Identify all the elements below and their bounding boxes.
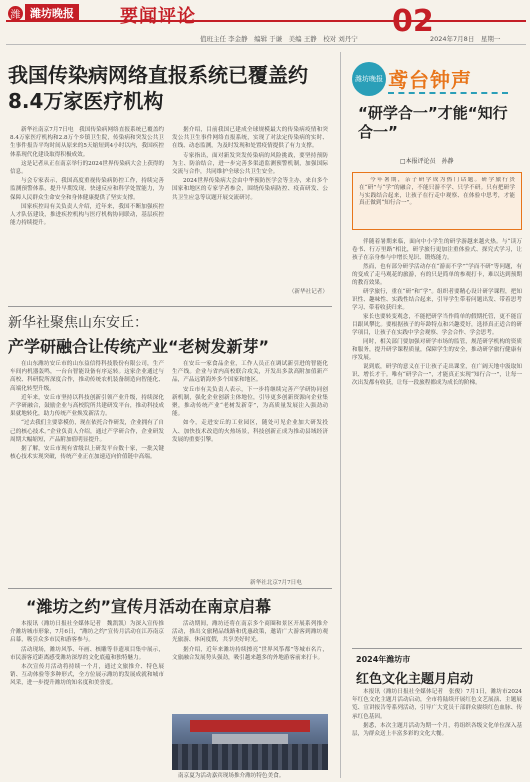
paragraph: 活动现场，潍坊风筝、年画、核雕等非遗项目集中展示，市民游客近距离感受潍坊深厚的文化底蕴和独特魅力。 <box>10 646 164 661</box>
paragraph: 与会专家表示，我国高度重视传染病防控工作，持续完善监测预警体系，提升早期发现、快速反应和科学处置能力，为保障人民群众生命安全和身体健康提供了坚实支撑。 <box>10 178 164 201</box>
editor-credits: 值班主任 李金静 编辑 于谦 美编 王静 校对 刘丹宁 <box>200 35 358 43</box>
paragraph: 新华社南京7月7日电 我国传染病网络直报系统已覆盖约8.4万家医疗机构和2.8万个乡镇卫生院，传染病和突发公共卫生事件报告平均时间从原来的5天缩短到4小时以内，我国疾控体系现代化建设取得积极成效。 <box>10 127 164 158</box>
paragraph: 家长也要转变观念，不能把研学当作简单的假期托管，更不能盲目跟风攀比。要根据孩子的年龄特点和兴趣爱好，选择真正适合的研学项目，让孩子在实践中学会观察、学会合作、学会思考。 <box>352 314 522 336</box>
summary-text: 今年暑期，亲子研学成为热门话题。研学旅行贵在“研”与“学”的融合，不能只游不学、只学不研。只有把研学与实践结合起来，让孩子在行走中观察、在体验中思考，才能真正做到“知行合一”。 <box>359 177 515 207</box>
photo-banner <box>190 720 310 732</box>
paragraph: 据了解，安丘市现有省级以上研发平台数十家，一批关键核心技术实现突破，传统产业正在加速迈向价值链中高端。 <box>10 446 164 461</box>
header-divider <box>6 44 526 45</box>
paragraph: 在安丘一家食品企业，工作人员正在调试新引进的智能化生产线。企业与省内高校联合攻关，开发出多款高附加值新产品，产品远销海外多个国家和地区。 <box>172 361 328 384</box>
paragraph: “过去我们主要靠模仿，现在依托合作研发，企业拥有了自己的核心技术。”企业负责人介绍，通过产学研合作，企业研发周期大幅缩短，产品附加值明显提升。 <box>10 420 164 443</box>
brief-headline[interactable]: 红色文化主题月启动 <box>356 672 474 687</box>
article-3-column-2 <box>172 620 328 712</box>
article-1-column-2 <box>172 126 328 302</box>
photo-caption: 南京夏为活动嘉宾现场推介潍坊特色美食。 <box>178 773 285 779</box>
paragraph: 据介绍，目前我国已建成全球规模最大的传染病疫情和突发公共卫生事件网络直报系统，实现了对法定传染病的实时、在线、动态监测，为及时发现和处置疫情提供了有力支撑。 <box>172 127 328 150</box>
paragraph: 这是记者从正在南京举行的2024世界传染病大会上获得的信息。 <box>10 160 164 176</box>
page-number: 02 <box>392 4 434 39</box>
article-divider <box>352 648 522 649</box>
paragraph: 专家指出，面对新发突发传染病的风险挑战，要坚持预防为主、防治结合，进一步完善多渠道监测预警机制，加强国际交流与合作，共同维护全球公共卫生安全。 <box>172 152 328 176</box>
photo-crowd <box>172 744 328 770</box>
paragraph: 然而，也有部分研学活动存在“游而不学”“学而不研”等问题，有的变成了走马观花的旅游，有的只是简单的参观打卡，难以达到预期的教育效果。 <box>352 264 522 286</box>
brief-body <box>352 688 522 778</box>
paragraph: 同时，相关部门要加强对研学市场的监管，规范研学机构的资质和服务，提升研学课程质量，保障学生的安全，推动研学旅行健康有序发展。 <box>352 339 522 361</box>
newspaper-logo[interactable] <box>8 4 118 22</box>
logo-kite-icon: 潍 <box>8 6 23 21</box>
commentary-summary-box <box>352 172 522 230</box>
paragraph: 安丘市有关负责人表示，下一步将继续完善产学研协同创新机制，强化企业创新主体地位，引导更多创新资源向企业集聚，推动传统产业“老树发新芽”，为高质量发展注入强劲动能。 <box>172 386 328 418</box>
paragraph: 本报讯（潍坊日报社全媒体记者 魏凯凯）为深入宣传推介潍坊城市形象，7月6日，“潍坊之约”宣传月活动在江苏南京启幕，吸引众多市民和游客参与。 <box>10 621 164 644</box>
paragraph: 2024世界传染病大会由中华预防医学会等主办，来自多个国家和地区的专家学者参会，围绕传染病防控、疫苗研发、公共卫生应急等议题开展交流研讨。 <box>172 178 328 201</box>
paragraph: 本次宣传月活动将持续一个月，通过文旅推介、特色展销、互动体验等多种形式，全方位展示潍坊的发展成就和城市风采，进一步提升潍坊的知名度和美誉度。 <box>10 664 164 687</box>
article-2-column-1 <box>10 360 164 586</box>
brief-kicker: 2024年潍坊市 <box>356 655 411 664</box>
commentary-author: □本报评论员 孙静 <box>400 158 454 165</box>
paragraph: 国家疾控局有关负责人介绍，近年来，我国不断加强疾控人才队伍建设，推进疾控机构与医疗机构协同联动，基层疾控能力持续提升。 <box>10 203 164 227</box>
article-2-column-2 <box>172 360 328 576</box>
paragraph: 在山东潍坊安丘市的山东益信得科技股份有限公司，生产车间内机器轰鸣，一台台智能设备有序运转。这家企业通过与高校、科研院所深度合作，推动传统农机装备制造向智能化、高端化转型升级。 <box>10 361 164 392</box>
column-divider <box>340 52 341 778</box>
paragraph: 活动期间，潍坊还将在南京多个商圈和景区开展系列推介活动，推出文旅精品线路和优惠政策，邀请广大游客到潍坊观光旅游、休闲度假，共享美好时光。 <box>172 621 328 644</box>
paragraph: 本报讯（潍坊日报社全媒体记者 张俊）7月1日，潍坊市2024年红色文化主题月活动启动，全市将陆续开展红色文艺展演、主题展览、宣讲报告等系列活动，引导广大党员干部群众赓续红色血脉、传承红色基因。 <box>352 689 522 720</box>
paragraph: 近年来，安丘市坚持以科技创新引领产业升级，持续深化产学研融合，鼓励企业与高校院所共建研发平台，推动科技成果就地转化，助力传统产业焕发新活力。 <box>10 394 164 418</box>
column-badge-icon: 潍坊晚报 <box>352 62 386 96</box>
article-3-column-1 <box>10 620 164 778</box>
logo-text: 潍坊晚报 <box>25 4 79 22</box>
column-logo-underline <box>388 92 508 94</box>
commentary-body <box>352 238 522 646</box>
article-2-kicker: 新华社聚焦山东安丘： <box>8 315 148 331</box>
column-name: 鸢台钟声 <box>388 68 472 92</box>
commentary-headline[interactable]: “研学合一”才能“知行合一” <box>358 104 508 141</box>
section-title: 要闻评论 <box>120 6 196 27</box>
article-1-headline[interactable]: 我国传染病网络直报系统已覆盖约8.4万家医疗机构 <box>8 63 308 113</box>
article-1-byline: （新华社记者） <box>288 289 328 295</box>
event-photo[interactable] <box>172 714 328 770</box>
paragraph: 如今，走进安丘的工业园区，随处可见企业加大研发投入、加快技术改造的火热场景，科技创新正成为推动县域经济发展的重要引擎。 <box>172 420 328 443</box>
paragraph: 研学旅行，重在“研”和“学”。组织者要精心设计研学课程，把知识性、趣味性、实践性结合起来，引导学生带着问题出发、带着思考学习、带着收获归来。 <box>352 289 522 311</box>
article-3-headline[interactable]: “潍坊之约”宣传月活动在南京启幕 <box>26 597 272 616</box>
paragraph: 说到底，研学的意义在于让孩子走出课堂，在广阔天地中汲取知识、增长才干。唯有“研学合一”，才能真正实现“知行合一”，让每一次出发都有收获，让每一段旅程都成为成长的阶梯。 <box>352 364 522 386</box>
article-2-headline[interactable]: 产学研融合让传统产业“老树发新芽” <box>8 337 270 356</box>
paragraph: 据介绍，近年来潍坊持续擦亮“世界风筝都”等城市名片，文旅融合发展势头强劲，吸引越来越多的外地游客前来打卡。 <box>172 646 328 661</box>
masthead <box>0 0 530 50</box>
issue-date: 2024年7月8日 星期一 <box>430 35 501 43</box>
article-2-byline: 新华社北京7月7日电 <box>250 580 302 586</box>
paragraph: 伴随着暑期来临，面向中小学生的研学游越来越火热。与“读万卷书、行万里路”相比，研学旅行更加注重体验式、探究式学习，让孩子在亲身参与中增长见识、锻炼能力。 <box>352 239 522 261</box>
article-1-column-1 <box>10 126 164 302</box>
article-divider <box>8 588 332 589</box>
paragraph: 据悉，本次主题月活动为期一个月，将组织各级文化单位深入基层，为群众送上丰富多彩的文化大餐。 <box>352 722 522 738</box>
article-divider <box>8 306 332 307</box>
